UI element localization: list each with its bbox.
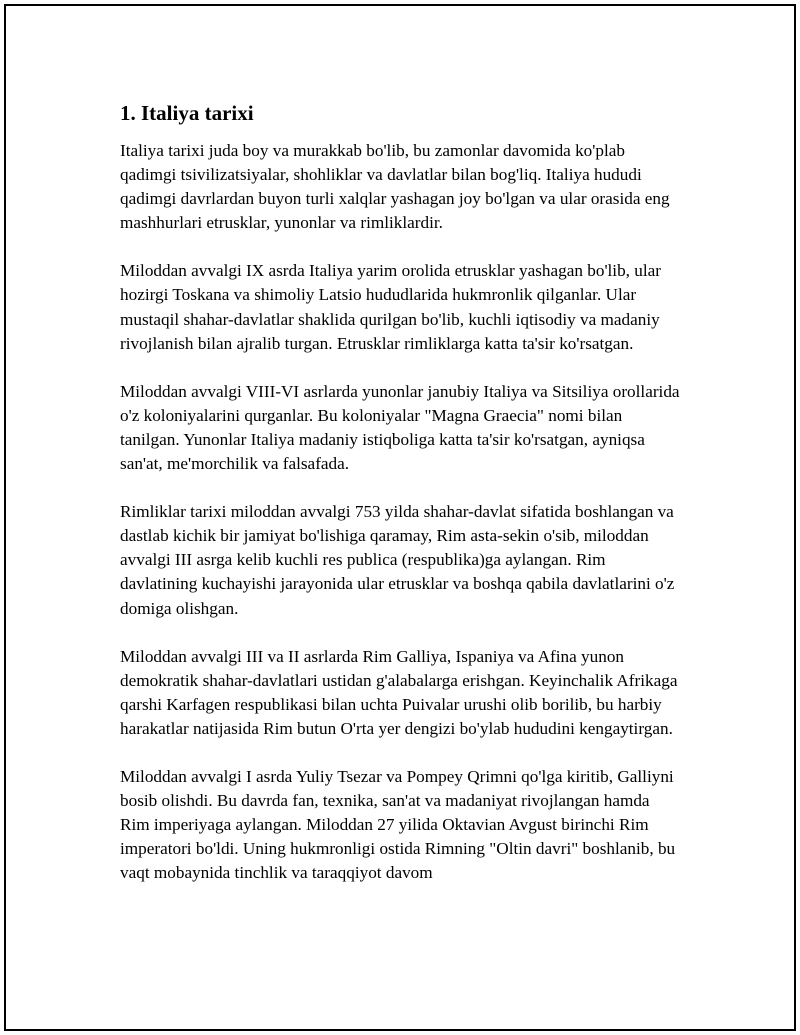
page-frame [4,4,796,1031]
paragraph-5: Miloddan avvalgi III va II asrlarda Rim Galliya, Ispaniya va Afina yunon demokratik shahar-davlatlari ustidan g'alabalarga erishgan. Keyinchalik Afrikaga qarshi Karfagen respublikasi bilan uchta Puivalar urushi olib borilib, bu harbiy harakatlar natijasida Rim butun O'rta yer dengizi bo'ylab hududini kengaytirgan. [120,646,678,738]
section-heading: 1. Italiya tarixi [120,101,254,125]
paragraph-6: Miloddan avvalgi I asrda Yuliy Tsezar va Pompey Qrimni qo'lga kiritib, Galliyni bosib olishdi. Bu davrda fan, texnika, san'at va madaniyat rivojlangan hamda Rim imperiyaga aylangan. Miloddan 27 yilida Oktavian Avgust birinchi Rim imperatori bo'ldi. Uning hukmronligi ostida Rimning "Oltin davri" boshlanib, bu vaqt mobaynida tinchlik va taraqqiyot davom [120,766,676,883]
paragraph-3: Miloddan avvalgi VIII-VI asrlarda yunonlar janubiy Italiya va Sitsiliya orollarida o'z koloniyalarini qurganlar. Bu koloniyalar "Magna Graecia" nomi bilan tanilgan. Yunonlar Italiya madaniy istiqboliga katta ta'sir ko'rsatgan, ayniqsa san'at, me'morchilik va falsafada. [120,381,680,474]
paragraph-2: Miloddan avvalgi IX asrda Italiya yarim orolida etrusklar yashagan bo'lib, ular hozirgi Toskana va shimoliy Latsio hududlarida hukmronlik qilganlar. Ular mustaqil shahar-davlatlar shaklida qurilgan bo'lib, kuchli iqtisodiy va madaniy rivojlanish bilan ajralib turgan. Etrusklar rimliklarga katta ta'sir ko'rsatgan. [120,261,661,353]
paragraph-4: Rimliklar tarixi miloddan avvalgi 753 yilda shahar-davlat sifatida boshlangan va dastlab kichik bir jamiyat bo'lishiga qaramay, Rim asta-sekin o'sib, miloddan avvalgi III asrga kelib kuchli res publica (respublika)ga aylangan. Rim davlatining kuchayishi jarayonida ular etrusklar va boshqa qabila davlatlarini o'z domiga olishgan. [120,502,675,618]
document-body [120,99,680,909]
paragraph-1: Italiya tarixi juda boy va murakkab bo'lib, bu zamonlar davomida ko'plab qadimgi tsivilizatsiyalar, shohliklar va davlatlar bilan bog'liq. Italiya hududi qadimgi davrlardan buyon turli xalqlar yashagan joy bo'lgan va ular orasida eng mashhurlari etrusklar, yunonlar va rimliklardir. [120,141,670,233]
